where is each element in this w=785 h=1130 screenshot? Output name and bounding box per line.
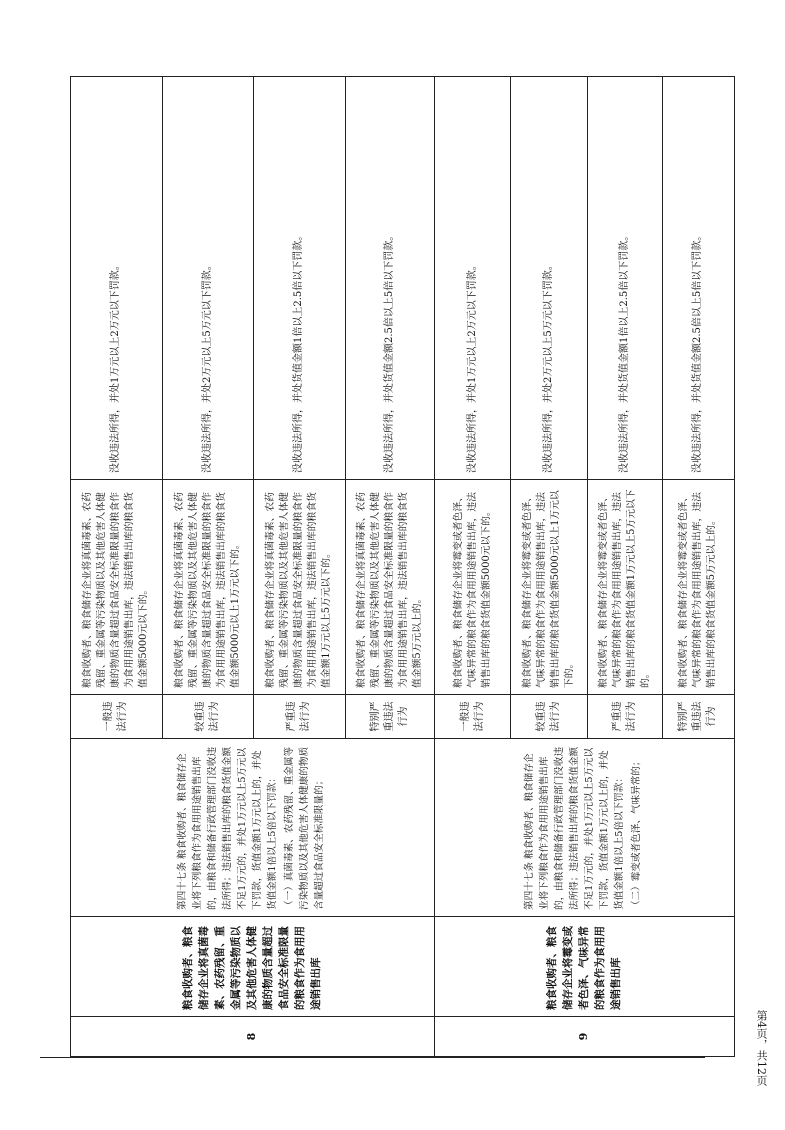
basis-item: （二）霉变或者色泽、气味异常的；	[631, 756, 643, 910]
violation-level: 较重违法行为	[511, 695, 588, 739]
violation-level: 一般违法行为	[434, 695, 511, 739]
violation-circumstance: 粮食收购者、粮食储存企业将霉变或者色泽、气味异常的粮食作为食用用途销售出库，违法销售出库的粮食货值金额5000元以下的。	[434, 480, 511, 695]
violation-circumstance: 粮食收购者、粮食储存企业将霉变或者色泽、气味异常的粮食作为食用用途销售出库，违法销售出库的粮食货值金额5万元以上的。	[662, 480, 734, 695]
table-row	[434, 77, 511, 1057]
penalty-standard: 没收违法所得，并处货值金额2.5倍以上5倍以下罚款。	[345, 77, 434, 480]
rotated-table-wrapper	[70, 77, 735, 1057]
penalty-standard: 没收违法所得，并处货值金额1倍以上2.5倍以下罚款。	[254, 77, 346, 480]
basis-article: 第四十七条 粮食收购者、粮食储存企业将下列粮食作为食用用途销售出库的，由粮食和储备行政管理部门没收违法所得；违法销售出库的粮食货值金额不足1万元的，并处1万元以上5万元以下罚款，货值金额1万元以上的，并处货值金额1倍以上5倍以下罚款：	[177, 746, 279, 910]
violation-circumstance: 粮食收购者、粮食储存企业将霉变或者色泽、气味异常的粮食作为食用用途销售出库，违法销售出库的粮食货值金额5000元以上1万元以下的。	[511, 480, 588, 695]
violation-circumstance: 粮食收购者、粮食储存企业将霉变或者色泽、气味异常的粮食作为食用用途销售出库，违法销售出库的粮食货值金额1万元以上5万元以下的。	[588, 480, 662, 695]
table-row	[71, 77, 163, 1057]
penalty-standard: 没收违法所得，并处1万元以上2万元以下罚款。	[71, 77, 163, 480]
violation-level: 特别严重违法行为	[662, 695, 734, 739]
penalty-standard: 没收违法所得，并处货值金额1倍以上2.5倍以下罚款。	[588, 77, 662, 480]
page-footer: 第4页，共12页	[755, 1010, 768, 1086]
violation-circumstance: 粮食收购者、粮食储存企业将真菌毒素、农药残留、重金属等污染物质以及其他危害人体健康的物质含量超过食品安全标准限量的粮食作为食用用途销售出库，违法销售出库的粮食货值金额1万元以上5万元以下的。	[254, 480, 346, 695]
violation-level: 特别严重违法行为	[345, 695, 434, 739]
penalty-standard: 没收违法所得，并处2万元以上5万元以下罚款。	[162, 77, 254, 480]
row-number: 9	[434, 1017, 734, 1057]
violation-level: 一般违法行为	[71, 695, 163, 739]
penalty-standard: 没收违法所得，并处2万元以上5万元以下罚款。	[511, 77, 588, 480]
basis-item: （一）真菌毒素、农药残留、重金属等污染物质以及其他危害人体健康的物质含量超过食品安全标准限量的；	[284, 746, 326, 910]
legal-basis	[434, 739, 734, 917]
violation-behavior: 粮食收购者、粮食储存企业将霉变或者色泽、气味异常的粮食作为食用用途销售出库	[434, 917, 734, 1017]
penalty-table	[70, 76, 735, 1057]
penalty-standard: 没收违法所得，并处1万元以上2万元以下罚款。	[434, 77, 511, 480]
violation-circumstance: 粮食收购者、粮食储存企业将真菌毒素、农药残留、重金属等污染物质以及其他危害人体健康的物质含量超过食品安全标准限量的粮食作为食用用途销售出库，违法销售出库的粮食货值金额5000元以下的。	[71, 480, 163, 695]
violation-circumstance: 粮食收购者、粮食储存企业将真菌毒素、农药残留、重金属等污染物质以及其他危害人体健康的物质含量超过食品安全标准限量的粮食作为食用用途销售出库，违法销售出库的粮食货值金额5000元以上1万元以下的。	[162, 480, 254, 695]
legal-basis	[71, 739, 435, 917]
bottom-rule	[40, 1057, 705, 1058]
basis-article: 第四十七条 粮食收购者、粮食储存企业将下列粮食作为食用用途销售出库的，由粮食和储备行政管理部门没收违法所得；违法销售出库的粮食货值金额不足1万元的，并处1万元以上5万元以下罚款，货值金额1万元以上的，并处货值金额1倍以上5倍以下罚款：	[524, 746, 626, 910]
violation-behavior: 粮食收购者、粮食储存企业将真菌毒素、农药残留、重金属等污染物质以及其他危害人体健康的物质含量超过食品安全标准限量的粮食作为食用用途销售出库	[71, 917, 435, 1017]
violation-level: 严重违法行为	[588, 695, 662, 739]
violation-level: 严重违法行为	[254, 695, 346, 739]
violation-circumstance: 粮食收购者、粮食储存企业将真菌毒素、农药残留、重金属等污染物质以及其他危害人体健康的物质含量超过食品安全标准限量的粮食作为食用用途销售出库，违法销售出库的粮食货值金额5万元以上的。	[345, 480, 434, 695]
violation-level: 较重违法行为	[162, 695, 254, 739]
penalty-standard: 没收违法所得，并处货值金额2.5倍以上5倍以下罚款。	[662, 77, 734, 480]
row-number: 8	[71, 1017, 435, 1057]
